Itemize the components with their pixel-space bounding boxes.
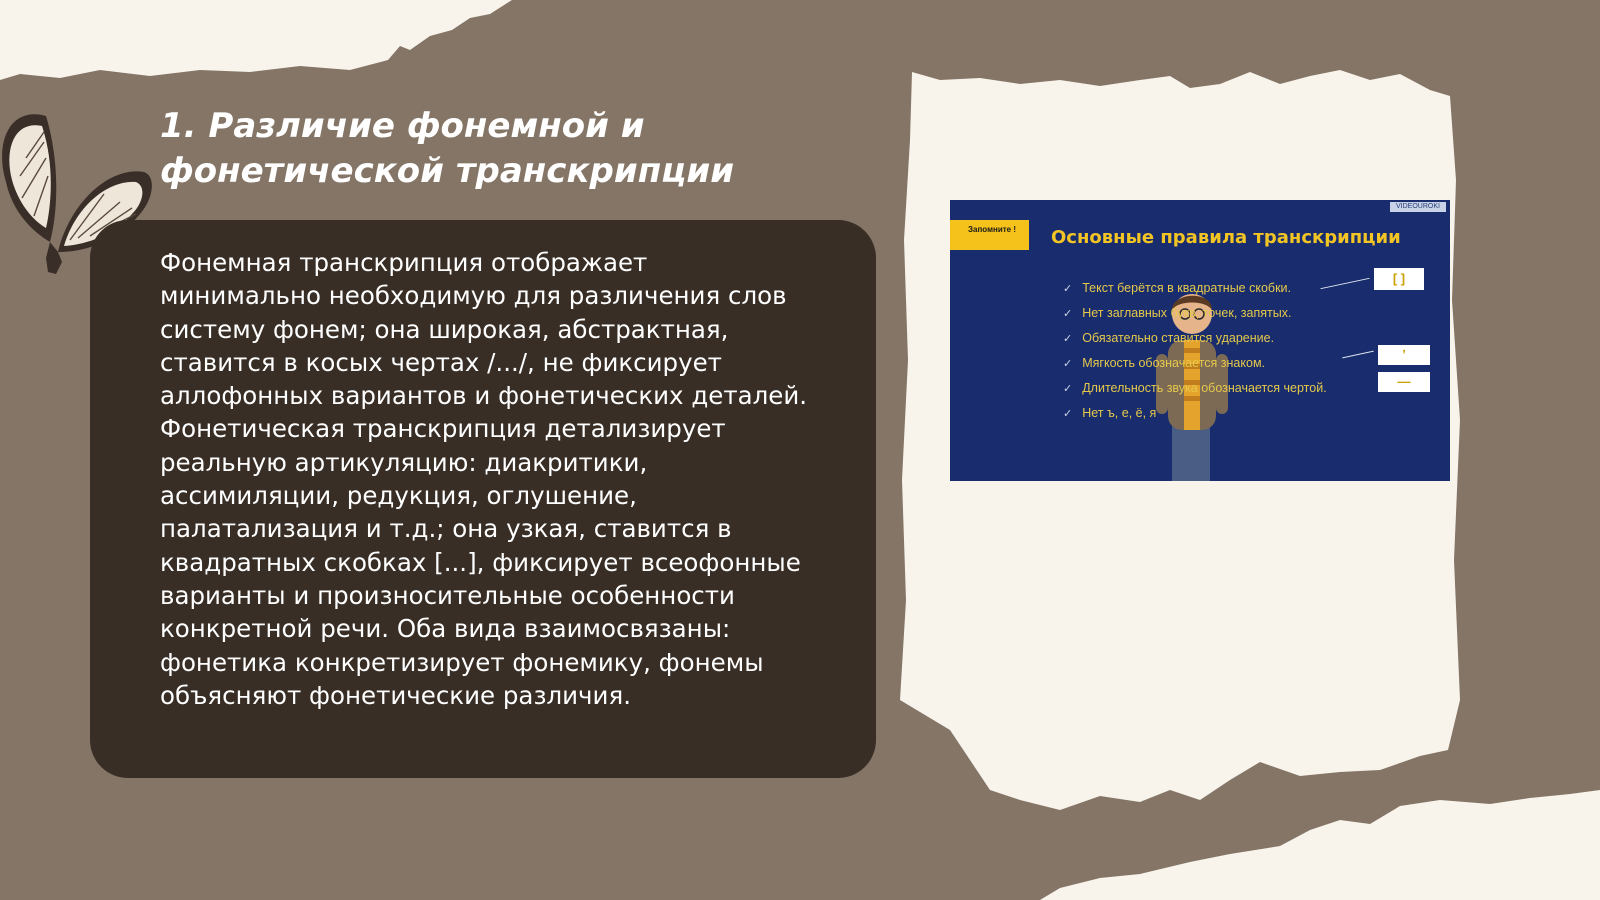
body-line: Фонемная транскрипция отображает: [160, 248, 648, 277]
body-line: фонетика конкретизирует фонемику, фонемы: [160, 647, 764, 677]
softness-example-box: ʼ: [1378, 345, 1430, 365]
body-line: аллофонных вариантов и фонетических деталей.: [160, 381, 808, 411]
rule-text: Нет заглавных букв, точек, запятых.: [1082, 306, 1292, 320]
video-title: Основные правила транскрипции: [1051, 227, 1401, 248]
torn-paper-bottom-right: [1040, 790, 1600, 900]
rules-list: [1063, 276, 1327, 426]
check-icon: ✓: [1063, 358, 1073, 370]
body-line: палатализация и т.д.; она узкая, ставится в: [160, 514, 732, 544]
body-line: квадратных скобках [...], фиксирует всеофонные: [160, 547, 801, 577]
check-icon: ✓: [1063, 333, 1073, 345]
slide-title: [160, 104, 734, 194]
body-line: реальную артикуляцию: диакритики,: [160, 447, 648, 477]
body-line: ставится в косых чертах /.../, не фиксирует: [160, 347, 722, 377]
bracket-example-box: [ ]: [1374, 268, 1424, 290]
rule-text: Текст берётся в квадратные скобки.: [1082, 281, 1292, 295]
rule-item: [1063, 351, 1327, 376]
remember-badge: Запомните !: [950, 220, 1029, 250]
rule-item: [1063, 376, 1327, 401]
body-text: [160, 246, 860, 712]
connector-line: [1342, 351, 1374, 359]
rule-item: [1063, 301, 1327, 326]
body-line: ассимиляции, редукция, оглушение,: [160, 481, 637, 511]
length-example-box: —: [1378, 372, 1430, 392]
check-icon: ✓: [1063, 408, 1073, 420]
torn-paper-top-left: [0, 0, 520, 90]
rule-text: Мягкость обозначается знаком.: [1082, 356, 1266, 370]
body-line: Фонетическая транскрипция детализирует: [160, 414, 726, 444]
check-icon: ✓: [1063, 383, 1073, 395]
rule-text: Нет ъ, е, ё, я: [1082, 406, 1157, 420]
slide-title-line: фонетической транскрипции: [160, 151, 735, 191]
video-frame[interactable]: [950, 200, 1450, 481]
check-icon: ✓: [1063, 283, 1073, 295]
connector-line: [1320, 278, 1369, 289]
check-icon: ✓: [1063, 308, 1073, 320]
body-line: объясняют фонетические различия.: [160, 680, 631, 710]
rule-item: [1063, 401, 1327, 426]
rule-item: [1063, 326, 1327, 351]
rule-text: Обязательно ставится ударение.: [1082, 331, 1275, 345]
rule-text: Длительность звука обозначается чертой.: [1082, 381, 1327, 395]
body-line: варианты и произносительные особенности: [160, 580, 735, 610]
video-corner-tag: VIDEOUROKI: [1390, 202, 1446, 212]
rule-item: [1063, 276, 1327, 301]
slide-title-line: 1. Различие фонемной и: [160, 106, 645, 146]
body-line: систему фонем; она широкая, абстрактная,: [160, 314, 729, 344]
body-line: минимально необходимую для различения слов: [160, 281, 787, 311]
body-line: конкретной речи. Оба вида взаимосвязаны:: [160, 614, 731, 644]
